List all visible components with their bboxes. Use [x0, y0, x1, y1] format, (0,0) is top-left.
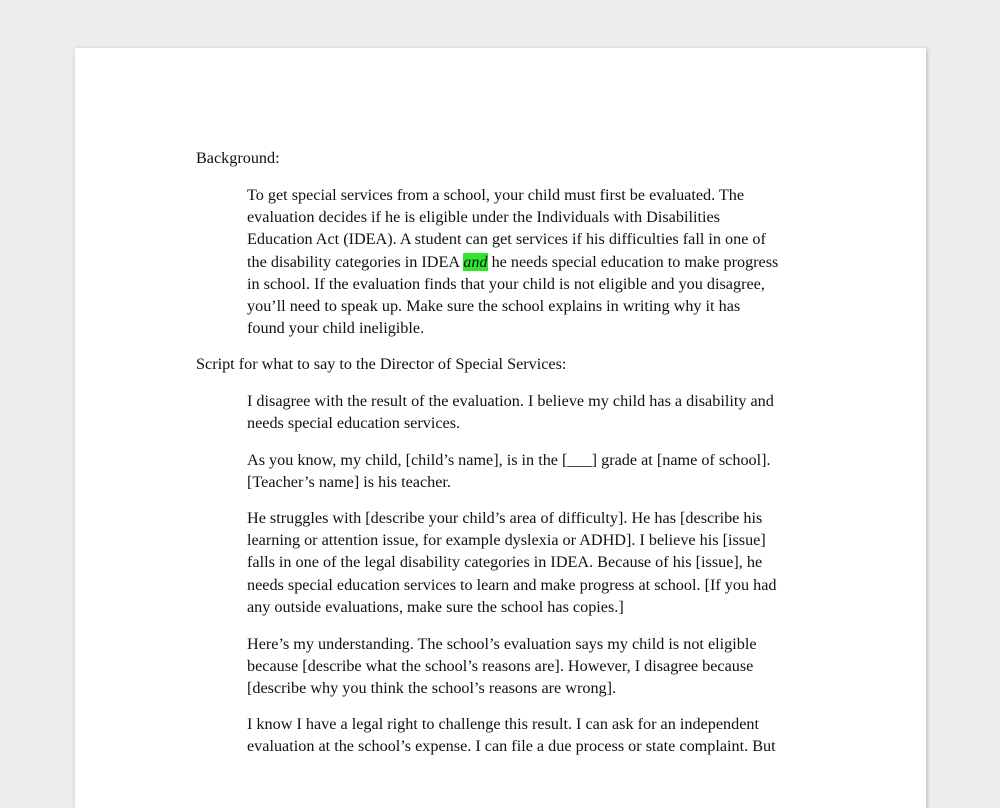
text-line: evaluation at the school’s expense. I can file a due process or state complaint. But — [247, 737, 776, 756]
text-segment: he needs special education to make progress — [487, 252, 779, 271]
text-line: Here’s my understanding. The school’s evaluation says my child is not eligible — [247, 635, 757, 653]
text-line: found your child ineligible. — [247, 319, 425, 338]
text-line: evaluation decides if he is eligible under the Individuals with Disabilities — [247, 208, 720, 227]
text-line: He struggles with [describe your child’s area of difficulty]. He has [describe his — [247, 509, 763, 527]
text-line: I disagree with the result of the evaluation. I believe my child has a disability and — [247, 392, 774, 410]
text-line: because [describe what the school’s reasons are]. However, I disagree because — [247, 657, 754, 676]
heading-background: Background: — [196, 149, 280, 167]
text-line: As you know, my child, [child’s name], is in the [___] grade at [name of school]. — [247, 451, 771, 469]
text-line — [247, 251, 778, 273]
script-paragraph — [247, 449, 771, 493]
script-paragraph — [247, 713, 776, 757]
text-line: in school. If the evaluation finds that your child is not eligible and you disagree, — [247, 274, 765, 293]
script-paragraph — [247, 390, 774, 434]
script-paragraph — [247, 507, 777, 618]
text-line: you’ll need to speak up. Make sure the school explains in writing why it has — [247, 297, 741, 316]
text-segment: the disability categories in IDEA — [247, 252, 464, 271]
text-line: [Teacher’s name] is his teacher. — [247, 473, 451, 492]
text-line: Education Act (IDEA). A student can get services if his difficulties fall in one of — [247, 230, 766, 249]
text-line: needs special education services. — [247, 414, 461, 433]
text-line: I know I have a legal right to challenge this result. I can ask for an independent — [247, 715, 759, 733]
text-line: needs special education services to learn and make progress at school. [If you had — [247, 575, 777, 594]
text-line: falls in one of the legal disability categories in IDEA. Because of his [issue], he — [247, 553, 763, 572]
script-paragraph — [247, 633, 757, 700]
heading-script: Script for what to say to the Director of Special Services: — [196, 355, 567, 373]
text-line: learning or attention issue, for example dyslexia or ADHD]. I believe his [issue] — [247, 531, 766, 550]
text-line: [describe why you think the school’s reasons are wrong]. — [247, 679, 617, 698]
background-paragraph — [247, 184, 778, 339]
text-line: To get special services from a school, your child must first be evaluated. The — [247, 186, 745, 204]
text-line: any outside evaluations, make sure the school has copies.] — [247, 597, 624, 616]
highlighted-word: and — [463, 252, 488, 271]
